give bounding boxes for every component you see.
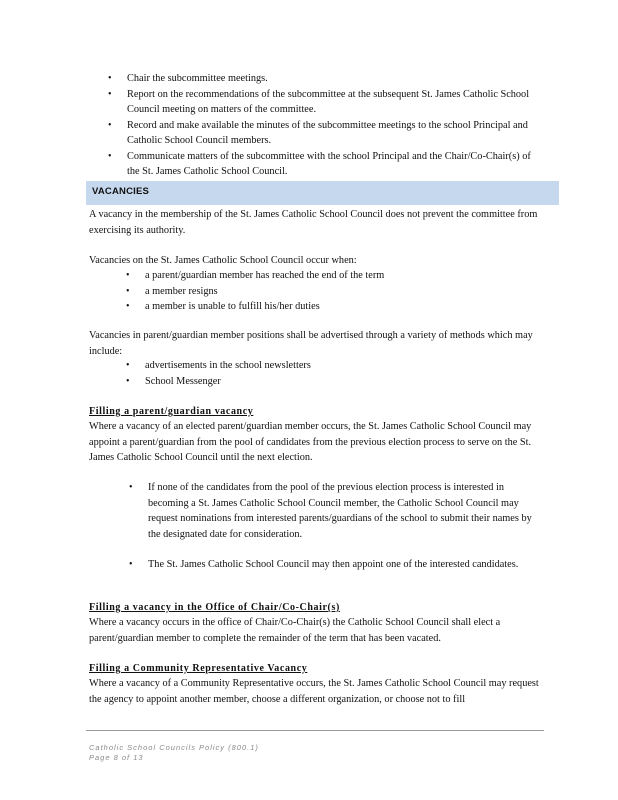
paragraph-parent-vacancy: Where a vacancy of an elected parent/guardian member occurs, the St. James Catholic School Council may appoint a parent/guardian from the pool of candidates from the previous election process to serve on the St. James Catholic School Council until the next election. xyxy=(89,421,532,463)
list-item: • The St. James Catholic School Council may then appoint one of the interested candidates. xyxy=(148,557,544,573)
section-heading-band xyxy=(86,181,559,205)
page-footer xyxy=(89,743,259,763)
paragraph-advertised: Vacancies in parent/guardian member positions shall be advertised through a variety of methods which may include: xyxy=(89,330,533,357)
list-item: • a parent/guardian member has reached the end of the term xyxy=(145,268,535,284)
list-item: • Communicate matters of the subcommittee with the school Principal and the Chair/Co-Chair(s) of the St. James Catholic School Council. xyxy=(127,149,543,180)
footer-policy-title: Catholic School Councils Policy (800.1) xyxy=(89,743,259,752)
advert-list xyxy=(145,358,535,389)
list-item: • advertisements in the school newsletters xyxy=(145,358,535,374)
paragraph-community-vacancy: Where a vacancy of a Community Representative occurs, the St. James Catholic School Council may request the agency to appoint another member, choose a different organization, or choose not to fill xyxy=(89,678,539,705)
footer-page-number: Page 8 of 13 xyxy=(89,753,144,762)
list-item: • Chair the subcommittee meetings. xyxy=(127,71,543,87)
list-item: • If none of the candidates from the pool of the previous election process is interested in becoming a St. James Catholic School Council member, the Catholic School Council may request nominations from interested parents/guardians of the school to submit their names by the designated date for consideration. xyxy=(148,480,544,542)
fill-list xyxy=(148,480,544,573)
heading-community-vacancy: Filling a Community Representative Vacancy xyxy=(89,663,308,674)
footer-divider xyxy=(86,730,544,731)
list-item: • Record and make available the minutes of the subcommittee meetings to the school Principal and Catholic School Council members. xyxy=(127,118,543,149)
paragraph-occur-when: Vacancies on the St. James Catholic School Council occur when: xyxy=(89,255,357,266)
heading-chair-vacancy: Filling a vacancy in the Office of Chair/Co-Chair(s) xyxy=(89,602,340,613)
heading-parent-vacancy: Filling a parent/guardian vacancy xyxy=(89,406,254,417)
occur-list xyxy=(145,268,535,315)
responsibilities-list xyxy=(127,71,543,180)
list-item: • a member resigns xyxy=(145,284,535,300)
section-title: VACANCIES xyxy=(92,186,150,197)
list-item: • Report on the recommendations of the subcommittee at the subsequent St. James Catholic School Council meeting on matters of the committee. xyxy=(127,87,543,118)
list-item: • a member is unable to fulfill his/her duties xyxy=(145,299,535,315)
list-item: • School Messenger xyxy=(145,374,535,390)
paragraph-chair-vacancy: Where a vacancy occurs in the office of Chair/Co-Chair(s) the Catholic School Council shall elect a parent/guardian member to complete the remainder of the term that has been vacated. xyxy=(89,617,501,644)
paragraph-authority: A vacancy in the membership of the St. James Catholic School Council does not prevent the committee from exercising its authority. xyxy=(89,209,538,236)
